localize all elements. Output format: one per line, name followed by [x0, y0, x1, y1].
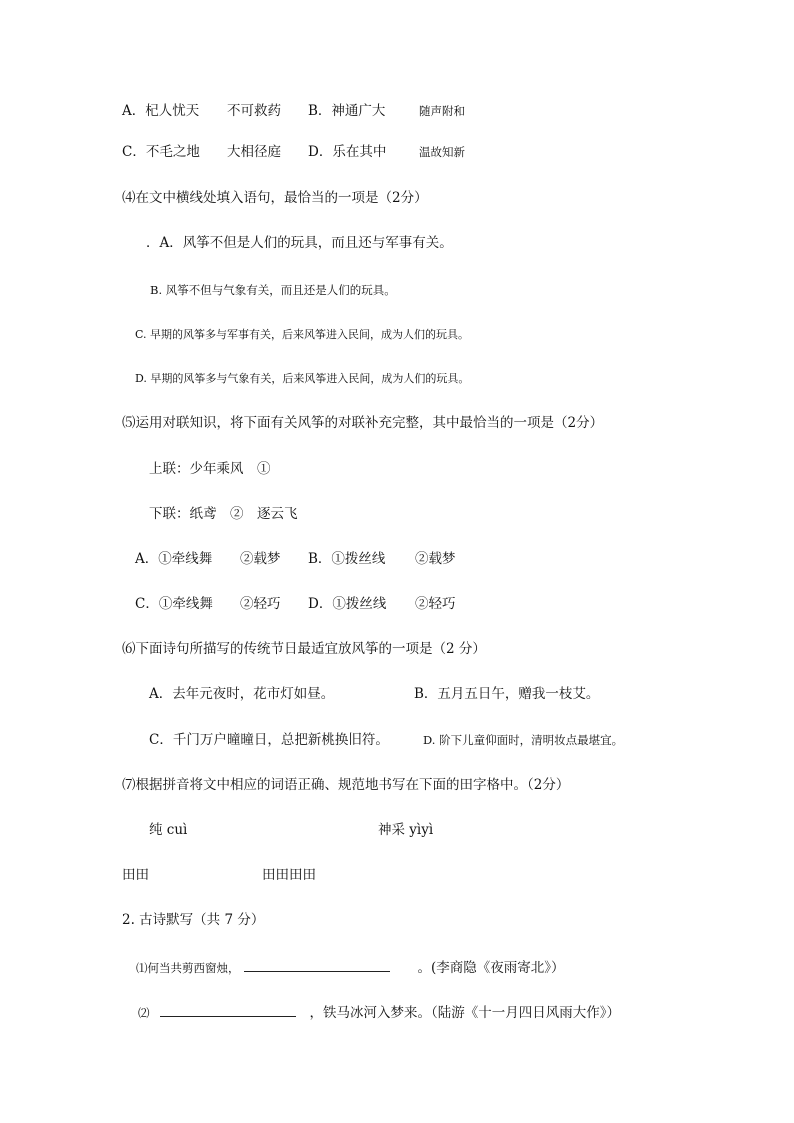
- question-4-option-d: D. 早期的风筝多与气象有关，后来风筝进入民间，成为人们的玩具。: [135, 372, 470, 385]
- pinyin-word-1: 纯 cuì: [149, 822, 188, 838]
- question-5-option-d1: D．①拨丝线: [308, 596, 387, 612]
- question-5-stem: ⑸运用对联知识，将下面有关风筝的对联补充完整，其中最恰当的一项是（2分）: [122, 415, 604, 431]
- question-6-option-a: A．去年元夜时，花市灯如昼。: [149, 686, 335, 702]
- poem-item-2: [138, 1002, 620, 1022]
- section-2-title: 2. 古诗默写（共 7 分）: [122, 912, 265, 928]
- option-d-label: D．乐在其中: [308, 144, 387, 160]
- question-6-option-c: C．千门万户曈曈日，总把新桃换旧符。: [149, 732, 389, 748]
- option-b-word2: 随声附和: [419, 104, 465, 118]
- question-4-stem: ⑷在文中横线处填入语句，最恰当的一项是（2分）: [122, 190, 428, 206]
- option-b-label: B．神通广大: [308, 103, 386, 119]
- option-a-word2: 不可救药: [227, 103, 281, 119]
- couplet-upper: 上联：少年乘风 ①: [149, 461, 271, 477]
- poem-item-2-prefix: ⑵: [138, 1006, 150, 1020]
- poem-item-1-blank[interactable]: [244, 957, 390, 972]
- question-6-stem: ⑹下面诗句所描写的传统节日最适宜放风筝的一项是（2 分）: [122, 641, 486, 657]
- option-a-label: A．杞人忧天: [122, 103, 200, 119]
- poem-item-2-suffix: ，铁马冰河入梦来。（陆游《十一月四日风雨大作》）: [309, 1005, 620, 1021]
- option-c-word2: 大相径庭: [227, 144, 281, 160]
- option-d-word2: 温故知新: [419, 145, 465, 159]
- question-5-option-d2: ②轻巧: [415, 596, 456, 612]
- option-c-label: C．不毛之地: [122, 144, 200, 160]
- question-6-option-b: B．五月五日午，赠我一枝艾。: [414, 686, 600, 702]
- question-5-option-a1: A．①牵线舞: [135, 551, 213, 567]
- couplet-lower: 下联：纸鸢 ② 逐云飞: [149, 506, 298, 522]
- question-4-option-a: ．A．风筝不但是人们的玩具，而且还与军事有关。: [146, 235, 453, 251]
- question-6-option-d: D. 阶下儿童仰面时，清明妆点最堪宜。: [423, 733, 624, 747]
- question-4-option-c: C. 早期的风筝多与军事有关，后来风筝进入民间，成为人们的玩具。: [135, 328, 470, 341]
- poem-item-1-suffix: 。(李商隐《夜雨寄北》）: [417, 960, 565, 976]
- writing-grid-1: 田田: [122, 867, 149, 883]
- poem-item-2-blank[interactable]: [160, 1002, 296, 1017]
- question-5-option-c2: ②轻巧: [240, 596, 281, 612]
- poem-item-1-prefix: ⑴何当共剪西窗烛，: [136, 961, 240, 975]
- question-5-option-b2: ②载梦: [415, 551, 456, 567]
- question-5-option-b1: B．①拨丝线: [308, 551, 386, 567]
- writing-grid-2: 田田田田: [262, 867, 316, 883]
- question-7-stem: ⑺根据拼音将文中相应的词语正确、规范地书写在下面的田字格中。（2分）: [122, 777, 570, 793]
- question-5-option-a2: ②载梦: [240, 551, 281, 567]
- poem-item-1: [136, 957, 565, 977]
- question-4-option-b: B. 风筝不但与气象有关，而且还是人们的玩具。: [150, 283, 396, 297]
- pinyin-word-2: 神采 yìyì: [378, 822, 434, 838]
- question-5-option-c1: C．①牵线舞: [135, 596, 213, 612]
